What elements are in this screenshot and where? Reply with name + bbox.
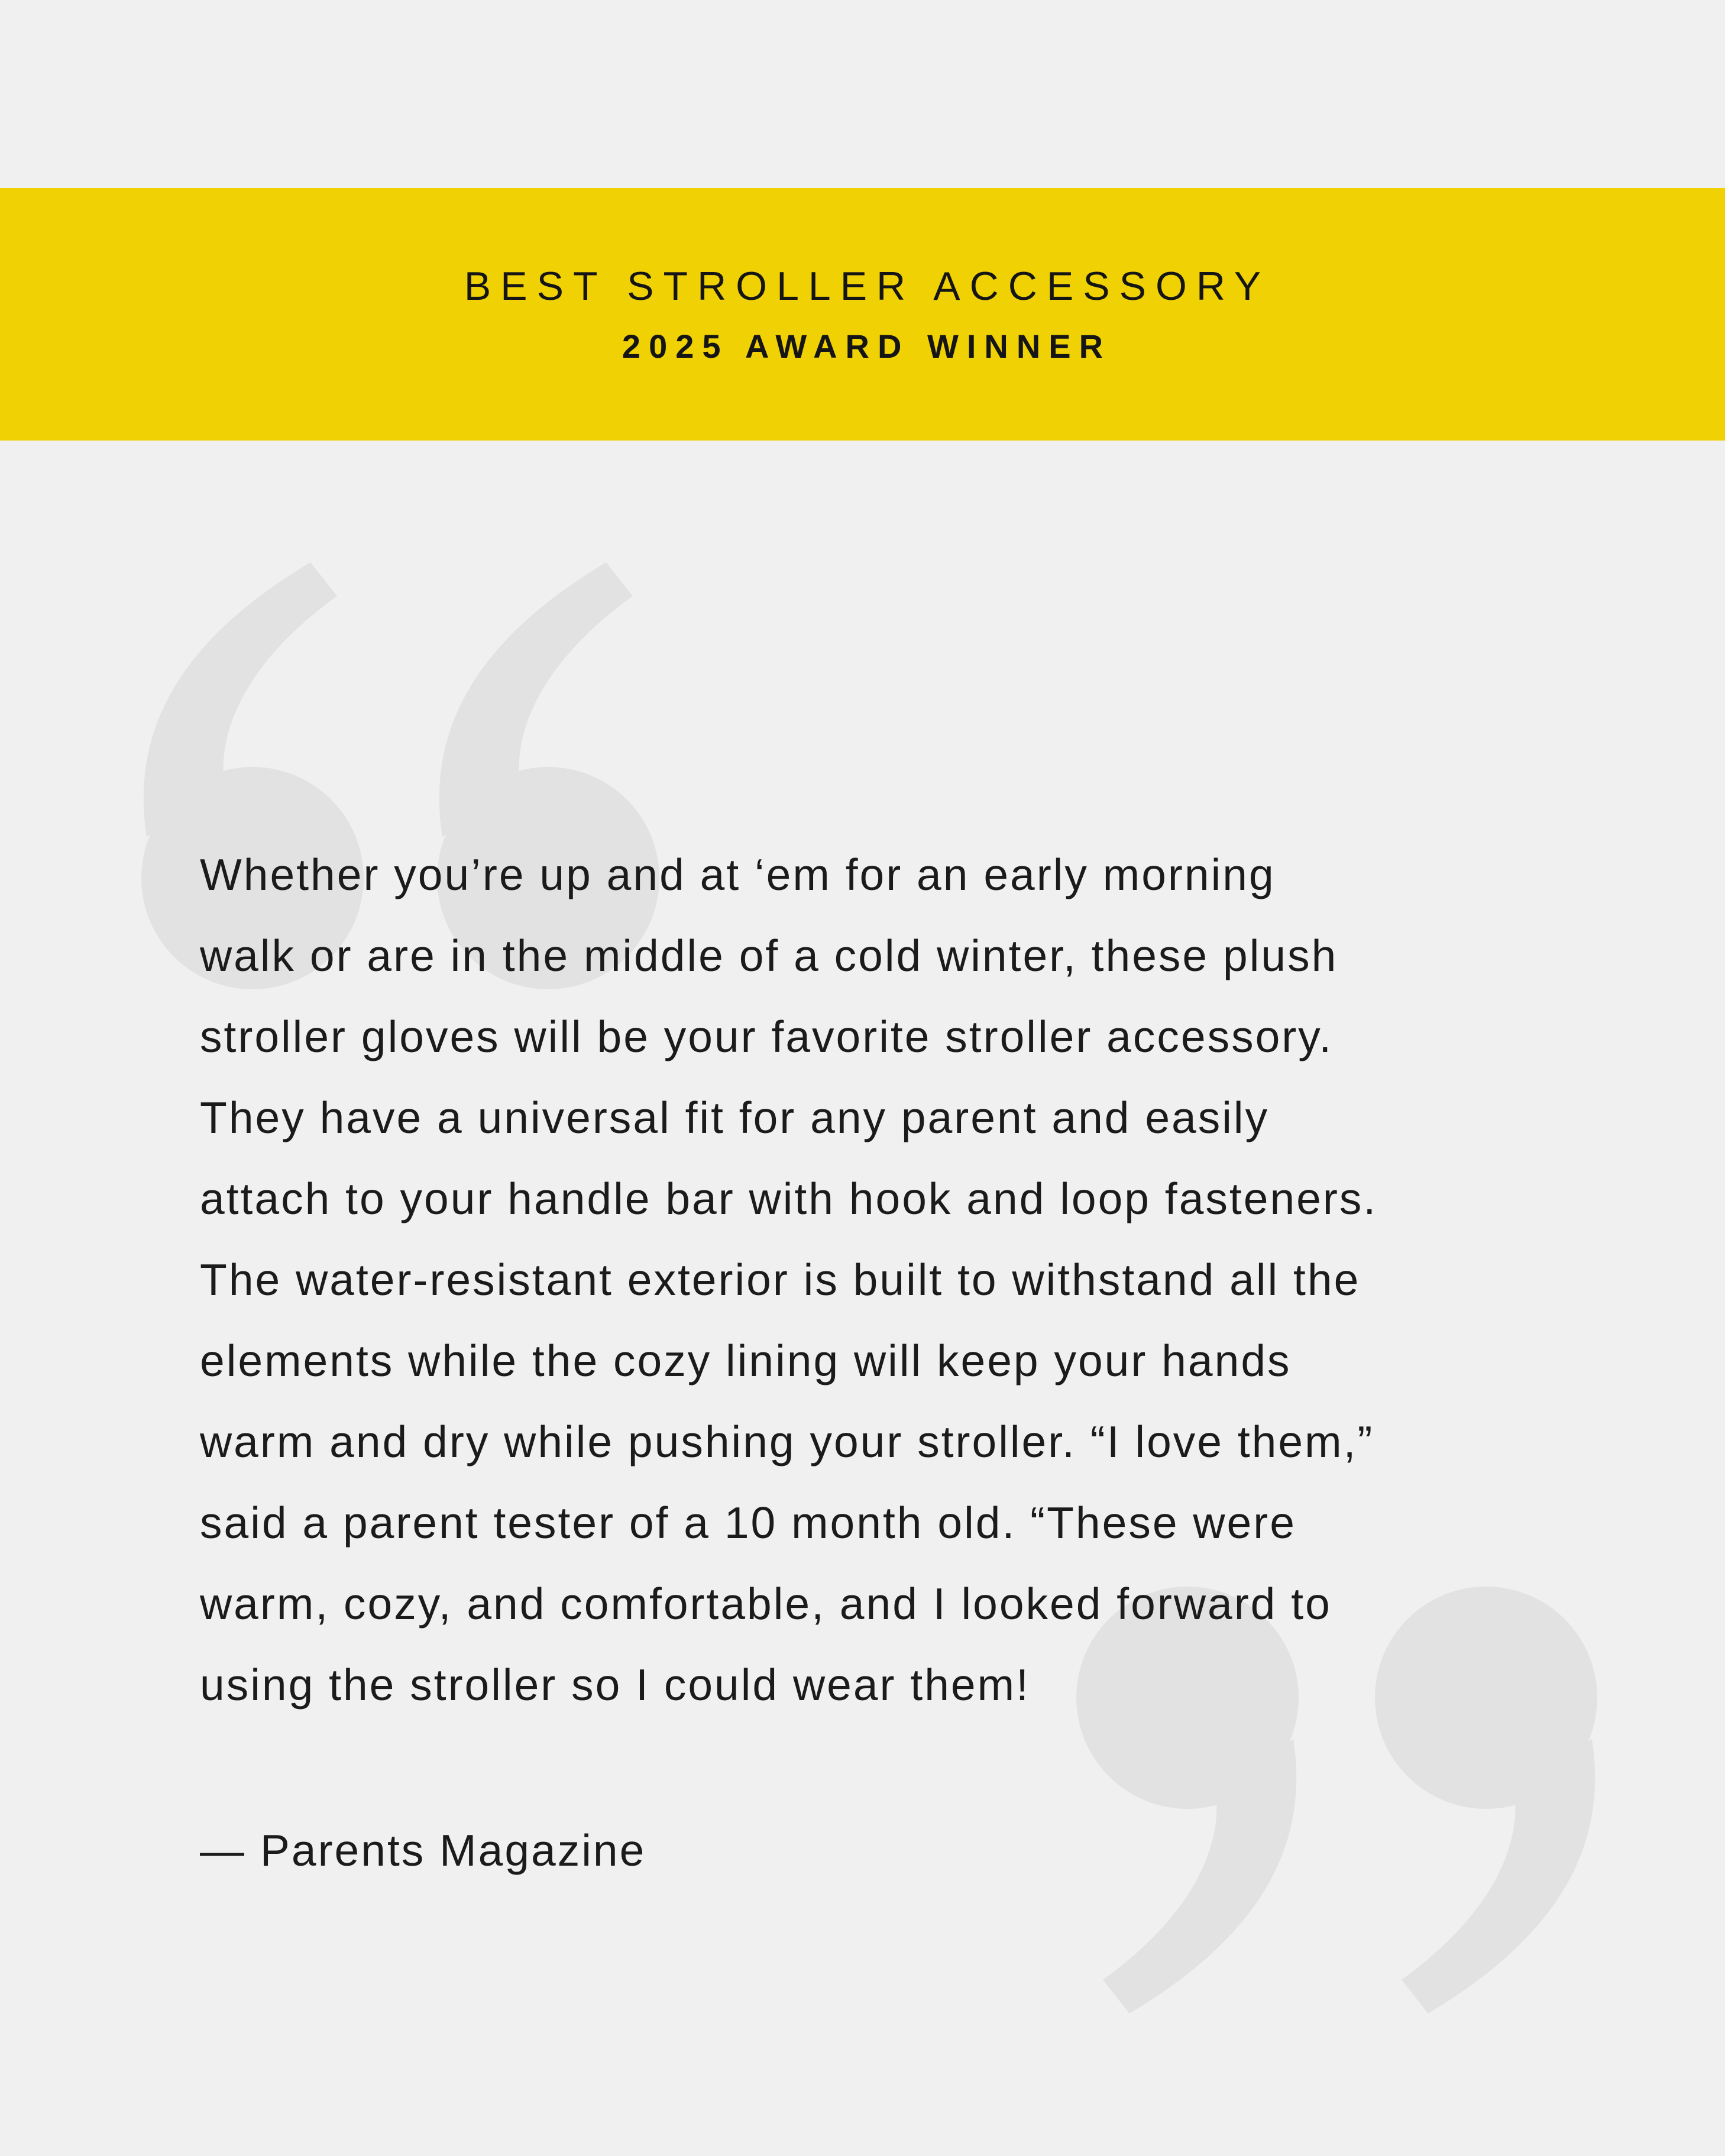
quote-attribution: — Parents Magazine <box>200 1825 646 1875</box>
quote-line: stroller gloves will be your favorite stroller accessory. <box>200 1012 1334 1061</box>
quote-line: walk or are in the middle of a cold winter, these plush <box>200 931 1338 980</box>
quote-line: said a parent tester of a 10 month old. “These were <box>200 1498 1296 1548</box>
quote-line: using the stroller so I could wear them! <box>200 1660 1030 1710</box>
quote-line: warm, cozy, and comfortable, and I looked forward to <box>200 1579 1332 1629</box>
quote-line: warm and dry while pushing your stroller. “I love them,” <box>200 1417 1374 1467</box>
quote-line: elements while the cozy lining will keep your hands <box>200 1336 1292 1385</box>
quote-line: The water-resistant exterior is built to withstand all the <box>200 1255 1361 1304</box>
quote-line: They have a universal fit for any parent and easily <box>200 1093 1270 1142</box>
award-banner-subtitle: 2025 AWARD WINNER <box>622 328 1112 365</box>
quote-line: attach to your handle bar with hook and loop fasteners. <box>200 1174 1378 1223</box>
quote-line: Whether you’re up and at ‘em for an early morning <box>200 850 1276 899</box>
award-banner-title: BEST STROLLER ACCESSORY <box>464 264 1271 309</box>
testimonial-quote <box>200 834 1377 1726</box>
